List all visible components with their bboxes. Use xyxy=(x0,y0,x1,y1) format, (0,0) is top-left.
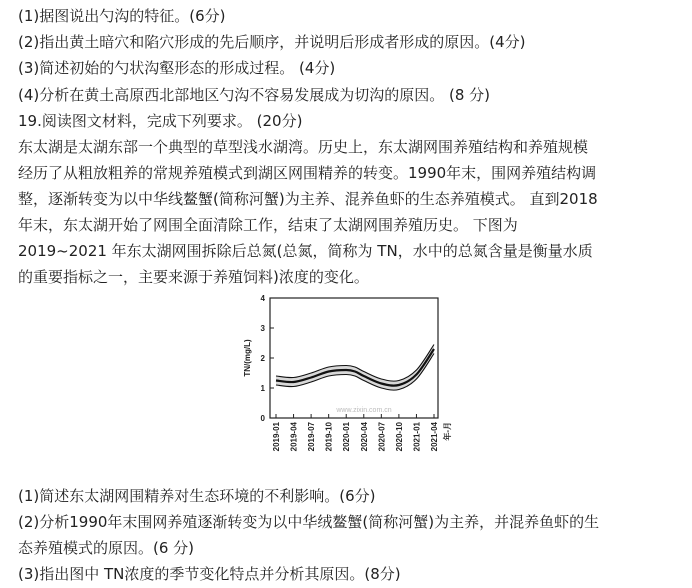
sub-question-1: (1)简述东太湖网围精养对生态环境的不利影响。(6分) xyxy=(18,487,376,505)
passage-line: 东太湖是太湖东部一个典型的草型浅水湖湾。历史上，东太湖网围养殖结构和养殖规模 xyxy=(18,138,589,156)
x-tick-label: 2019-10 xyxy=(324,422,334,452)
sub-question-2-cont: 态养殖模式的原因。(6 分) xyxy=(18,539,195,557)
passage xyxy=(18,134,680,290)
x-tick-label: 2019-04 xyxy=(289,422,299,452)
x-axis-label: 年-月 xyxy=(443,422,452,441)
y-tick-label: 1 xyxy=(260,384,265,393)
x-tick-label: 2020-04 xyxy=(359,422,369,452)
passage-line: 2019~2021 年东太湖网围拆除后总氮(总氮，简称为 TN，水中的总氮含量是衡量水质 xyxy=(18,242,593,260)
x-tick-label: 2019-01 xyxy=(272,422,281,452)
passage-line: 的重要指标之一，主要来源于养殖饲料)浓度的变化。 xyxy=(18,268,369,286)
question-2: (2)指出黄土暗穴和陷穴形成的先后顺序，并说明后形成者形成的原因。(4分) xyxy=(18,33,526,51)
question-3: (3)简述初始的勺状沟壑形态的形成过程。 (4分) xyxy=(18,59,336,77)
y-tick-label: 4 xyxy=(260,294,265,303)
y-axis-label: TN/(mg/L) xyxy=(243,339,252,377)
y-tick-label: 0 xyxy=(260,414,265,423)
x-tick-label: 2020-07 xyxy=(377,422,387,452)
watermark: www.zixin.com.cn xyxy=(336,407,392,414)
passage-line: 整，逐渐转变为以中华线鳌蟹(简称河蟹)为主养、混养鱼虾的生态养殖模式。 直到2018 xyxy=(18,190,598,208)
tn-chart xyxy=(228,292,458,472)
y-tick-label: 2 xyxy=(260,354,265,363)
x-tick-label: 2020-10 xyxy=(394,422,404,452)
plot-frame xyxy=(270,298,438,418)
x-tick-label: 2019-07 xyxy=(307,422,317,452)
x-tick-label: 2021-01 xyxy=(412,422,422,452)
passage-line: 年末，东太湖开始了网围全面清除工作，结束了太湖网围养殖历史。 下图为 xyxy=(18,216,518,234)
passage-line: 经历了从粗放粗养的常规养殖模式到湖区网围精养的转变。1990年末，围网养殖结构调 xyxy=(18,164,597,182)
question-1: (1)据图说出勺沟的特征。(6分) xyxy=(18,7,226,25)
sub-question-3: (3)指出图中 TN浓度的季节变化特点并分析其原因。(8分) xyxy=(18,565,401,583)
x-tick-label: 2021-04 xyxy=(430,422,439,452)
question-19-heading: 19.阅读图文材料，完成下列要求。 (20分) xyxy=(18,112,303,130)
x-tick-label: 2020-01 xyxy=(342,422,352,452)
sub-question-2: (2)分析1990年末围网养殖逐渐转变为以中华绒鳌蟹(简称河蟹)为主养，并混养鱼虾的生 xyxy=(18,513,600,531)
question-4: (4)分析在黄土高原西北部地区勺沟不容易发展成为切沟的原因。 (8 分) xyxy=(18,86,491,104)
y-tick-label: 3 xyxy=(260,324,265,333)
